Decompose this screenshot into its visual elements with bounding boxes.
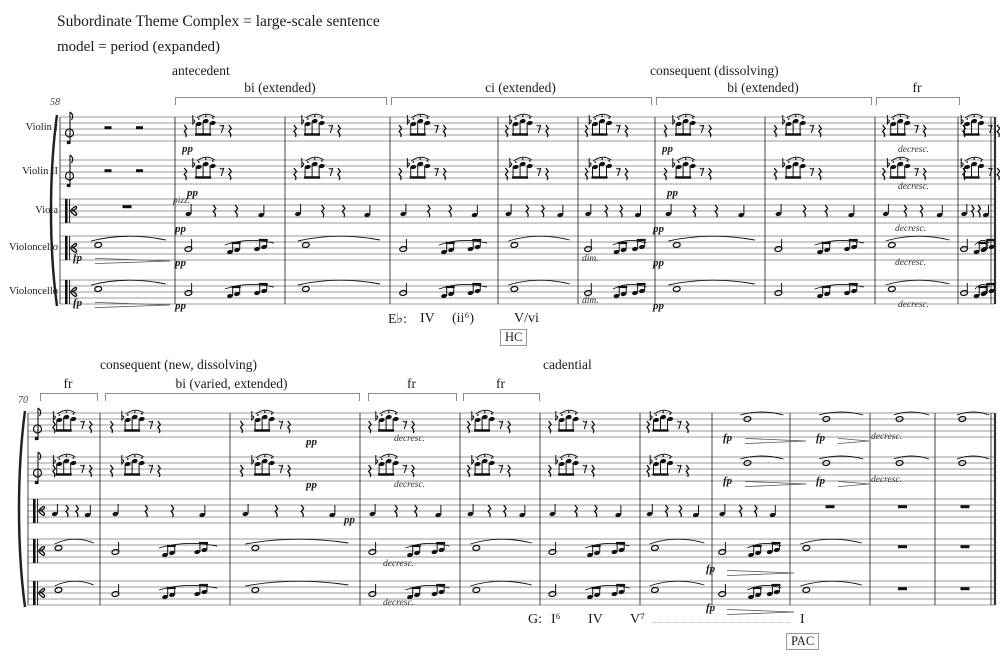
harmony-numeral: V/vi (514, 311, 539, 326)
dynamic-marking: pp (187, 187, 198, 199)
harmony-numeral: V⁷ (630, 612, 645, 627)
form-bracket (175, 97, 387, 105)
form-bracket (391, 97, 652, 105)
harmony-numeral: G: (528, 612, 542, 627)
dynamic-marking: pp (653, 257, 664, 269)
dynamic-marking: fp (723, 475, 733, 487)
dynamic-marking: pp (667, 187, 678, 199)
form-bracket-label: fr (912, 80, 922, 95)
dynamic-marking: decresc. (871, 432, 903, 442)
dynamic-marking: pp (175, 223, 186, 235)
dynamic-marking: fp (816, 432, 826, 444)
form-bracket-label: bi (varied, extended) (175, 376, 288, 391)
dynamic-marking: pizz. (173, 196, 191, 206)
instrument-label: Violin I (25, 122, 58, 133)
form-bracket (876, 97, 960, 105)
harmony-numeral: IV (588, 612, 603, 627)
cadence-box: PAC (786, 633, 819, 650)
form-bracket-label: bi (extended) (244, 80, 316, 95)
dynamic-marking: pp (344, 514, 355, 526)
form-bracket-label: fr (496, 376, 505, 391)
figure-subtitle: model = period (expanded) (57, 39, 220, 55)
harmony-numeral: E♭: (388, 312, 408, 327)
form-bracket-label: fr (407, 376, 416, 391)
dynamic-marking: decresc. (895, 224, 927, 234)
harmony-numeral: I (800, 612, 805, 627)
figure-title: Subordinate Theme Complex = large-scale sentence (57, 13, 380, 30)
measure-number: 70 (18, 395, 28, 406)
phrase-label: antecedent (172, 63, 230, 78)
harmony-numeral: (ii⁶) (452, 311, 474, 326)
dynamic-marking: dim. (582, 296, 599, 306)
instrument-label: Violoncello (9, 242, 58, 253)
instrument-label: Violin II (22, 166, 58, 177)
instrument-label: Viola (35, 205, 58, 216)
dynamic-marking: pp (175, 300, 186, 312)
form-bracket-label: bi (extended) (727, 80, 799, 95)
dynamic-marking: decresc. (898, 300, 930, 310)
dynamic-marking: dim. (582, 254, 599, 264)
cadence-box: HC (500, 329, 527, 346)
dynamic-marking: decresc. (898, 182, 930, 192)
form-bracket (105, 393, 360, 401)
dynamic-marking: pp (175, 257, 186, 269)
dynamic-marking: fp (706, 602, 716, 614)
harmony-numeral: I⁶ (551, 612, 561, 627)
prolongation-dotted-line (652, 622, 790, 623)
dynamic-marking: decresc. (394, 434, 426, 444)
dynamic-marking: decresc. (871, 475, 903, 485)
form-bracket-label: fr (63, 376, 73, 391)
form-bracket (368, 393, 457, 401)
phrase-label: consequent (dissolving) (650, 63, 779, 78)
instrument-label: Violoncello (9, 286, 58, 297)
dynamic-marking: pp (306, 436, 317, 448)
dynamic-marking: decresc. (383, 559, 415, 569)
phrase-label: consequent (new, dissolving) (100, 357, 257, 372)
dynamic-marking: pp (653, 223, 664, 235)
form-bracket (40, 393, 98, 401)
dynamic-marking: fp (723, 432, 733, 444)
dynamic-marking: decresc. (898, 145, 930, 155)
measure-number: 58 (50, 97, 60, 108)
dynamic-marking: pp (306, 479, 317, 491)
dynamic-marking: fp (73, 297, 83, 309)
dynamic-marking: fp (706, 563, 716, 575)
dynamic-marking: pp (653, 300, 664, 312)
form-bracket (463, 393, 540, 401)
dynamic-marking: pp (662, 143, 673, 155)
dynamic-marking: fp (816, 475, 826, 487)
form-bracket (656, 97, 872, 105)
harmony-numeral: IV (420, 311, 435, 326)
dynamic-marking: decresc. (895, 258, 927, 268)
phrase-label: cadential (543, 357, 592, 372)
dynamic-marking: decresc. (383, 598, 415, 608)
dynamic-marking: decresc. (394, 480, 426, 490)
dynamic-marking: pp (182, 143, 193, 155)
dynamic-marking: fp (73, 252, 83, 264)
form-bracket-label: ci (extended) (485, 80, 556, 95)
